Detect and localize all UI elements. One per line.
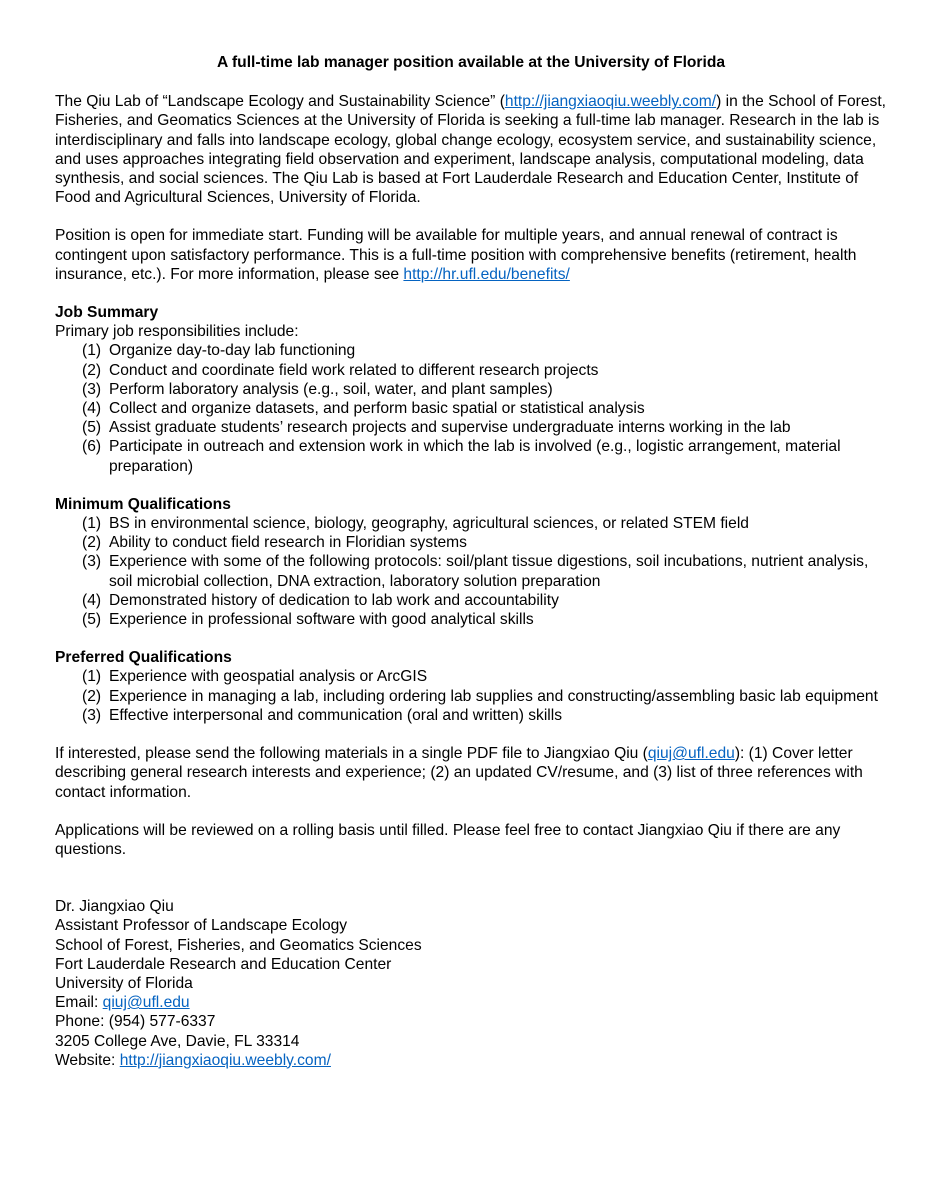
list-text: Assist graduate students’ research projects and supervise undergraduate interns working in the lab xyxy=(109,419,791,437)
list-item xyxy=(82,418,887,437)
signature-phone: Phone: (954) 577-6337 xyxy=(55,1013,216,1031)
list-text: Organize day-to-day lab functioning xyxy=(109,342,356,360)
list-text: Experience in managing a lab, including ordering lab supplies and constructing/assembling basic lab equipment xyxy=(109,687,878,705)
list-text: BS in environmental science, biology, geography, agricultural sciences, or related STEM field xyxy=(109,515,749,533)
job-summary-list xyxy=(55,341,887,475)
list-item xyxy=(82,552,887,590)
list-number: (1) xyxy=(82,342,102,360)
list-item xyxy=(82,706,887,725)
apply-text-2: ): (1) Cover letter describing general research interests and experience; (2) an updated CV/resume, and (3) list of three references with contact information. xyxy=(55,745,863,801)
list-item xyxy=(82,667,887,686)
list-number: (2) xyxy=(82,687,102,705)
intro-paragraph xyxy=(55,92,887,207)
signature-email-link[interactable]: qiuj@ufl.edu xyxy=(102,994,190,1012)
list-text: Demonstrated history of dedication to lab work and accountability xyxy=(109,591,559,609)
minimum-qualifications-list xyxy=(55,514,887,629)
list-number: (6) xyxy=(82,438,102,456)
job-summary-heading: Job Summary xyxy=(55,304,159,322)
list-number: (4) xyxy=(82,400,102,418)
email-label: Email: xyxy=(55,994,103,1012)
job-summary-lead: Primary job responsibilities include: xyxy=(55,323,299,341)
intro-text-1: The Qiu Lab of “Landscape Ecology and Sustainability Science” ( xyxy=(55,93,505,111)
signature-email-line xyxy=(55,993,887,1012)
list-item xyxy=(82,514,887,533)
list-item xyxy=(82,380,887,399)
list-item xyxy=(82,533,887,552)
apply-text-1: If interested, please send the following materials in a single PDF file to Jiangxiao Qiu ( xyxy=(55,745,648,763)
list-text: Effective interpersonal and communication (oral and written) skills xyxy=(109,706,563,724)
signature-role: Assistant Professor of Landscape Ecology xyxy=(55,917,348,935)
list-item xyxy=(82,610,887,629)
position-text: Position is open for immediate start. Funding will be available for multiple years, and annual renewal of contract is contingent upon satisfactory performance. This is a full-time position with comprehensive benefits (retirement, health insurance, etc.). For more information, please see xyxy=(55,227,857,283)
list-item xyxy=(82,591,887,610)
list-number: (2) xyxy=(82,361,102,379)
website-label: Website: xyxy=(55,1051,120,1069)
benefits-link[interactable]: http://hr.ufl.edu/benefits/ xyxy=(403,265,570,283)
signature-university: University of Florida xyxy=(55,974,193,992)
list-number: (3) xyxy=(82,706,102,724)
preferred-qualifications-section xyxy=(55,648,887,725)
list-number: (1) xyxy=(82,515,102,533)
position-paragraph xyxy=(55,226,887,284)
list-item xyxy=(82,399,887,418)
job-summary-section xyxy=(55,303,887,476)
list-item xyxy=(82,361,887,380)
list-number: (4) xyxy=(82,591,102,609)
list-item xyxy=(82,687,887,706)
minimum-qualifications-section xyxy=(55,495,887,629)
list-number: (3) xyxy=(82,380,102,398)
review-paragraph: Applications will be reviewed on a rolling basis until filled. Please feel free to contact Jiangxiao Qiu if there are any questions. xyxy=(55,821,841,858)
minimum-qualifications-heading: Minimum Qualifications xyxy=(55,495,231,513)
preferred-qualifications-heading: Preferred Qualifications xyxy=(55,649,232,667)
list-text: Ability to conduct field research in Floridian systems xyxy=(109,534,467,552)
signature-center: Fort Lauderdale Research and Education Center xyxy=(55,955,392,973)
list-number: (1) xyxy=(82,668,102,686)
signature-website-link[interactable]: http://jiangxiaoqiu.weebly.com/ xyxy=(119,1051,331,1069)
lab-website-link[interactable]: http://jiangxiaoqiu.weebly.com/ xyxy=(504,93,717,111)
apply-paragraph xyxy=(55,744,887,802)
list-text: Participate in outreach and extension work in which the lab is involved (e.g., logistic arrangement, material preparation) xyxy=(109,438,841,475)
list-item xyxy=(82,437,887,475)
signature-address: 3205 College Ave, Davie, FL 33314 xyxy=(55,1032,300,1050)
signature-block xyxy=(55,897,887,1070)
list-text: Experience with geospatial analysis or ArcGIS xyxy=(109,668,428,686)
signature-name: Dr. Jiangxiao Qiu xyxy=(55,898,174,916)
list-number: (5) xyxy=(82,419,102,437)
list-text: Conduct and coordinate field work related to different research projects xyxy=(109,361,599,379)
list-text: Collect and organize datasets, and perform basic spatial or statistical analysis xyxy=(109,400,645,418)
list-text: Experience in professional software with good analytical skills xyxy=(109,611,534,629)
apply-email-link[interactable]: qiuj@ufl.edu xyxy=(647,745,735,763)
list-text: Experience with some of the following protocols: soil/plant tissue digestions, soil incubations, nutrient analysis, soil microbial collection, DNA extraction, laboratory solution preparation xyxy=(109,553,869,590)
signature-school: School of Forest, Fisheries, and Geomatics Sciences xyxy=(55,936,422,954)
signature-website-line xyxy=(55,1051,887,1070)
list-number: (3) xyxy=(82,553,102,571)
list-item xyxy=(82,341,887,360)
list-text: Perform laboratory analysis (e.g., soil, water, and plant samples) xyxy=(109,380,553,398)
list-number: (2) xyxy=(82,534,102,552)
intro-text-2: ) in the School of Forest, Fisheries, and Geomatics Sciences at the University of Florida is seeking a full-time lab manager. Research in the lab is interdisciplinary and falls into landscape ecology, global change ecology, ecosystem service, and sustainability science, and uses approaches integrating field observation and experiment, landscape analysis, computational modeling, data synthesis, and social sciences. The Qiu Lab is based at Fort Lauderdale Research and Education Center, Institute of Food and Agricultural Sciences, University of Florida. xyxy=(55,93,886,207)
page-title: A full-time lab manager position available at the University of Florida xyxy=(216,54,726,71)
list-number: (5) xyxy=(82,611,102,629)
preferred-qualifications-list xyxy=(55,667,887,725)
